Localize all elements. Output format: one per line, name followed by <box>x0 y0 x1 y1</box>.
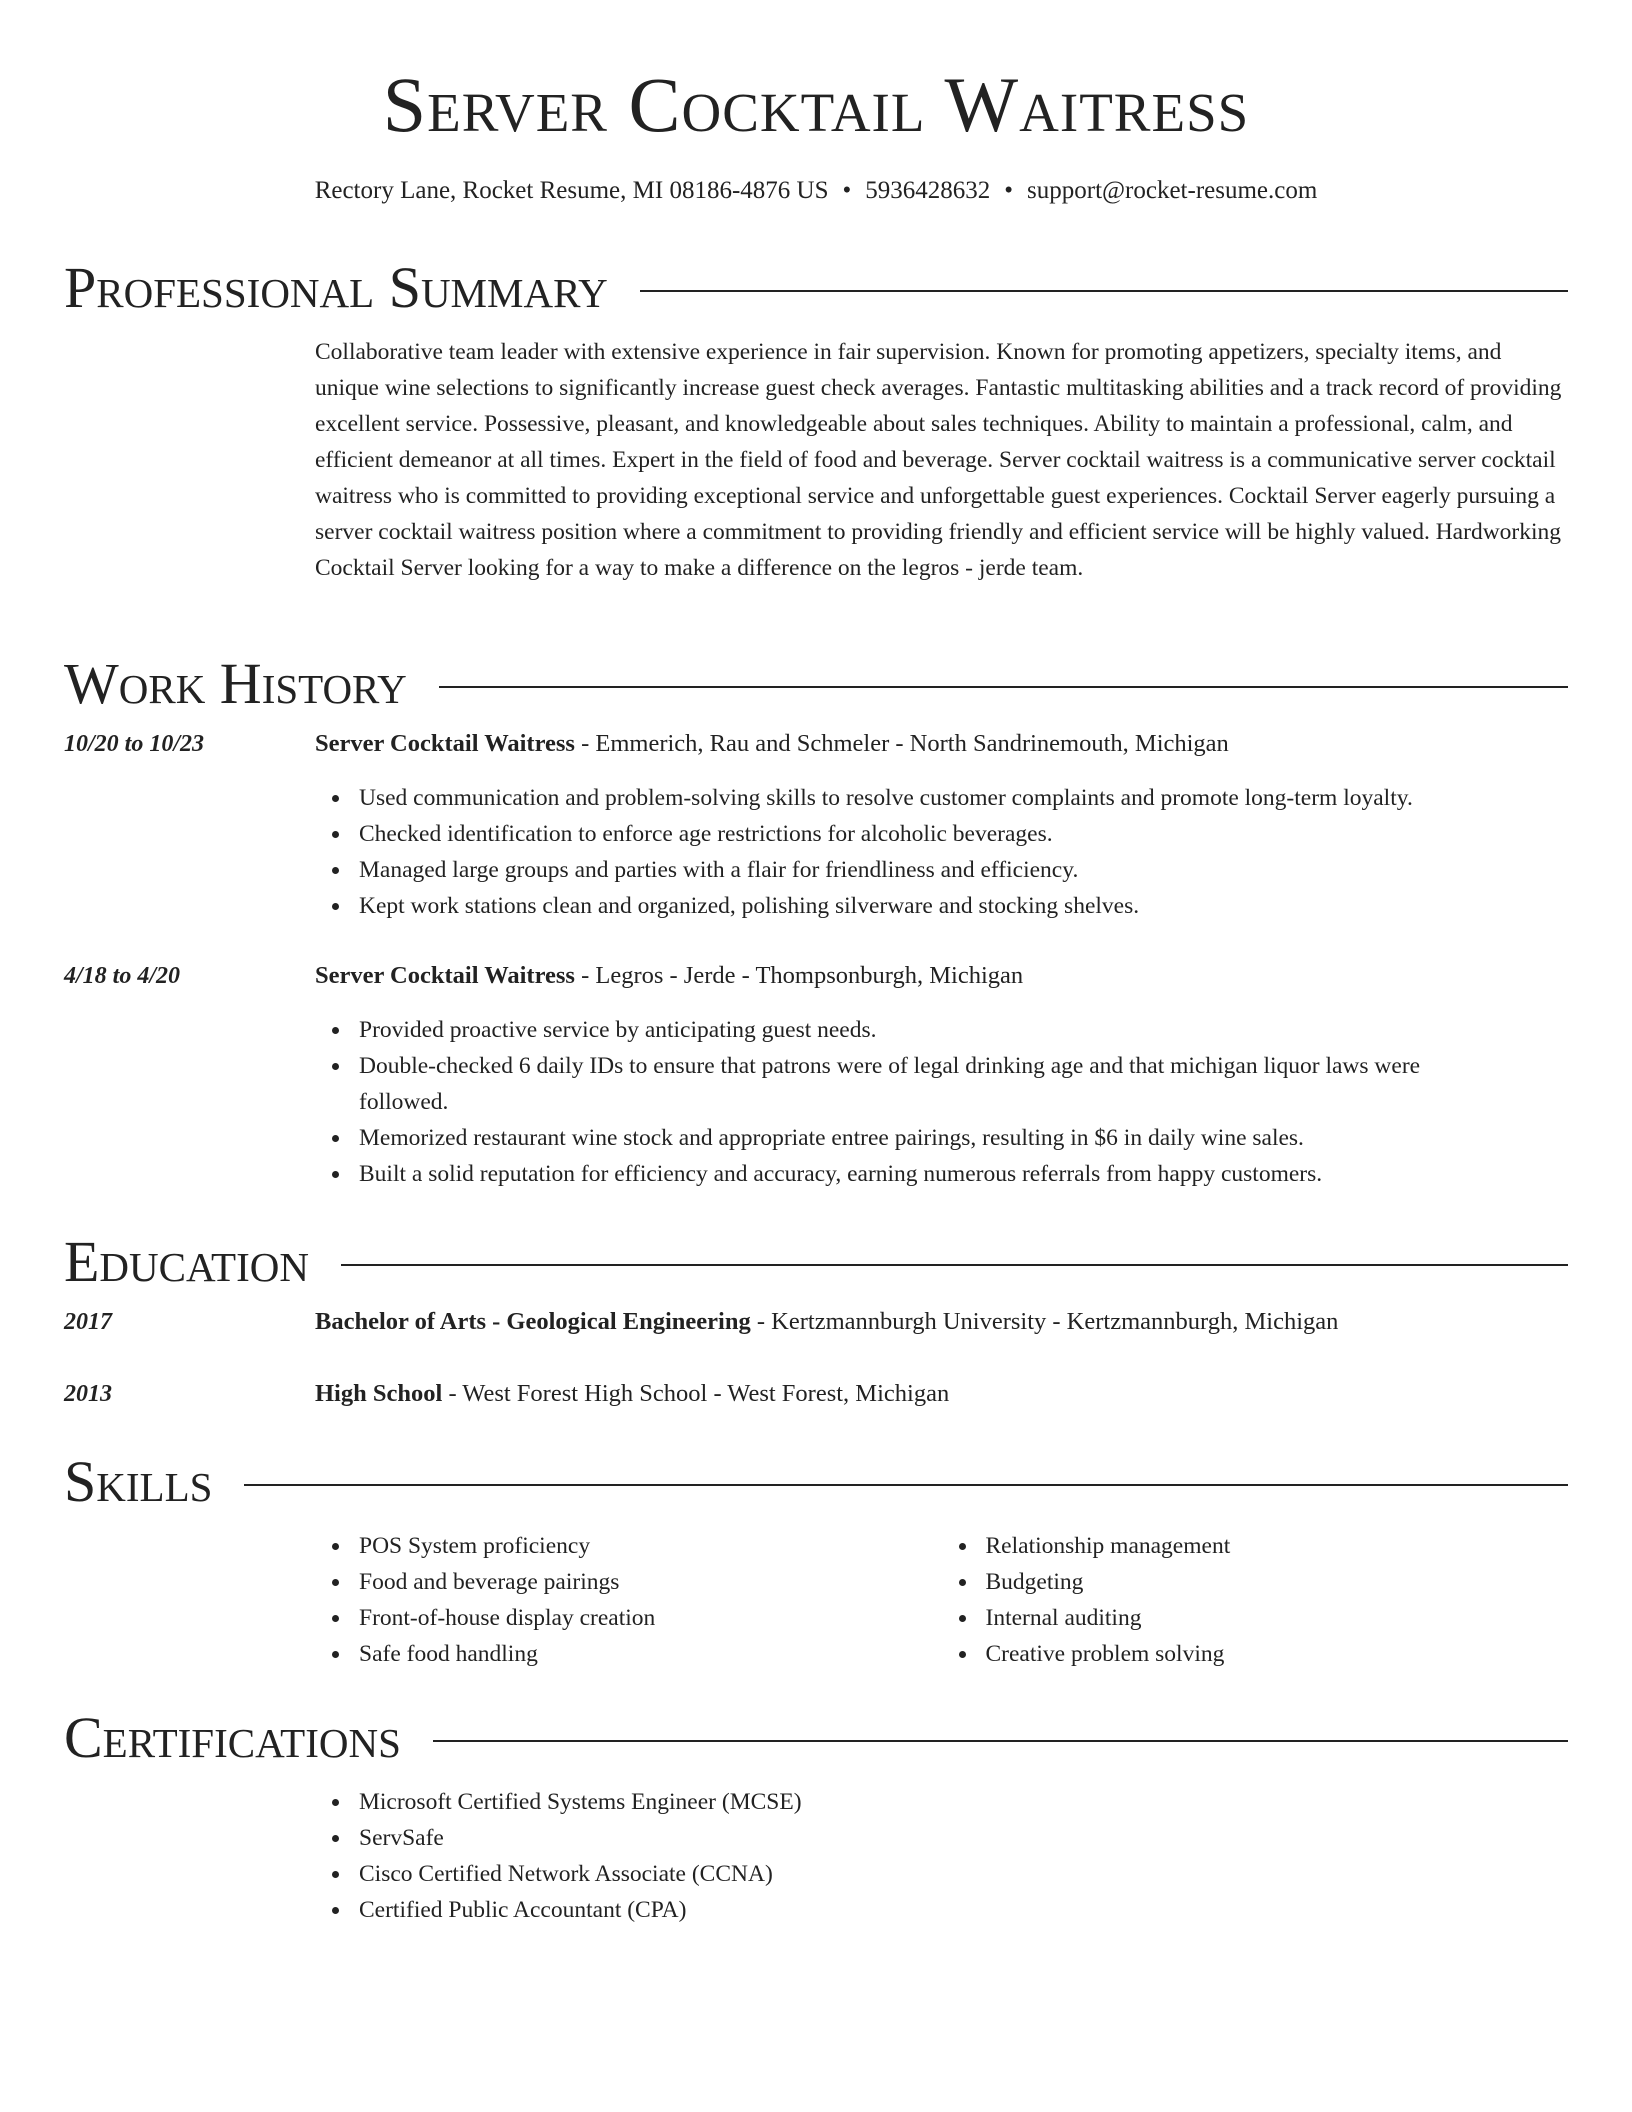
address: Rectory Lane, Rocket Resume, MI 08186-4876 US <box>314 177 829 204</box>
job-header <box>315 958 1568 994</box>
certifications-body <box>315 1784 1568 1928</box>
certifications-section <box>64 1705 1568 1928</box>
school-details: - Kertzmannburgh University - Kertzmannburgh, Michigan <box>750 1308 1339 1335</box>
job-dates: 4/18 to 4/20 <box>64 963 181 989</box>
section-divider <box>433 1740 1568 1742</box>
list-item: Budgeting <box>986 1564 1569 1600</box>
list-item: Relationship management <box>986 1528 1569 1564</box>
list-item: Creative problem solving <box>986 1636 1569 1672</box>
job-details: - Emmerich, Rau and Schmeler - North Sandrinemouth, Michigan <box>574 730 1229 757</box>
certifications-list <box>315 1784 1568 1928</box>
section-header <box>64 255 1568 320</box>
section-divider <box>439 686 1568 688</box>
job-entry <box>64 726 1568 924</box>
job-content <box>315 726 1568 924</box>
list-item: Kept work stations clean and organized, polishing silverware and stocking shelves. <box>359 888 1568 924</box>
job-content <box>315 958 1568 1192</box>
education-content <box>315 1304 1568 1340</box>
list-item: ServSafe <box>359 1820 1568 1856</box>
list-item: Managed large groups and parties with a flair for friendliness and efficiency. <box>359 852 1568 888</box>
skills-columns <box>315 1528 1568 1672</box>
list-item: Memorized restaurant wine stock and appropriate entree pairings, resulting in $6 in daily wine sales. <box>359 1120 1508 1156</box>
summary-section <box>64 255 1568 586</box>
section-divider <box>244 1484 1568 1486</box>
degree: Bachelor of Arts - Geological Engineering <box>315 1308 751 1335</box>
education-entry <box>64 1304 1568 1340</box>
email: support@rocket-resume.com <box>1027 177 1318 204</box>
list-item: Double-checked 6 daily IDs to ensure that patrons were of legal drinking age and that michigan liquor laws were followed. <box>359 1048 1508 1120</box>
separator: • <box>1004 177 1014 204</box>
section-title: Work History <box>64 651 407 716</box>
section-title: Certifications <box>64 1705 401 1770</box>
separator: • <box>842 177 852 204</box>
list-item: Built a solid reputation for efficiency and accuracy, earning numerous referrals from happy customers. <box>359 1156 1508 1192</box>
job-details: - Legros - Jerde - Thompsonburgh, Michigan <box>574 962 1024 989</box>
list-item: Used communication and problem-solving skills to resolve customer complaints and promote long-term loyalty. <box>359 780 1568 816</box>
contact-line <box>0 174 1632 208</box>
list-item: POS System proficiency <box>359 1528 942 1564</box>
list-item: Safe food handling <box>359 1636 942 1672</box>
education-section <box>64 1229 1568 1412</box>
education-year: 2017 <box>64 1309 112 1335</box>
list-item: Certified Public Accountant (CPA) <box>359 1892 1568 1928</box>
skills-section <box>64 1449 1568 1672</box>
degree: High School <box>315 1380 443 1407</box>
skills-list-right <box>942 1528 1569 1672</box>
section-divider <box>640 290 1568 292</box>
list-item: Front-of-house display creation <box>359 1600 942 1636</box>
list-item: Cisco Certified Network Associate (CCNA) <box>359 1856 1568 1892</box>
candidate-name: Server Cocktail Waitress <box>382 61 1250 148</box>
section-header <box>64 651 1568 716</box>
job-entry <box>64 958 1568 1192</box>
job-header <box>315 726 1568 762</box>
section-title: Skills <box>64 1449 213 1514</box>
section-title: Professional Summary <box>64 255 608 320</box>
list-item: Provided proactive service by anticipating guest needs. <box>359 1012 1508 1048</box>
summary-text: Collaborative team leader with extensive experience in fair supervision. Known for promoting appetizers, specialty items, and unique wine selections to significantly increase guest check averages. Fantastic multitasking abilities and a track record of providing excellent service. Possessive, pleasant, and knowledgeable about sales techniques. Ability to maintain a professional, calm, and efficient demeanor at all times. Expert in the field of food and beverage. Server cocktail waitress is a communicative server cocktail waitress who is committed to providing exceptional service and unforgettable guest experiences. Cocktail Server eagerly pursuing a server cocktail waitress position where a commitment to providing friendly and efficient service will be highly valued. Hardworking Cocktail Server looking for a way to make a difference on the legros - jerde team. <box>315 339 1562 581</box>
section-header <box>64 1449 1568 1514</box>
section-header <box>64 1705 1568 1770</box>
list-item: Checked identification to enforce age restrictions for alcoholic beverages. <box>359 816 1568 852</box>
phone: 5936428632 <box>865 177 991 204</box>
list-item: Internal auditing <box>986 1600 1569 1636</box>
job-title: Server Cocktail Waitress <box>315 962 575 989</box>
education-entry <box>64 1376 1568 1412</box>
job-bullets <box>315 1012 1568 1192</box>
section-divider <box>341 1264 1568 1266</box>
school-details: - West Forest High School - West Forest, Michigan <box>442 1380 950 1407</box>
work-history-section <box>64 651 1568 1192</box>
education-year: 2013 <box>64 1381 112 1407</box>
job-title: Server Cocktail Waitress <box>315 730 575 757</box>
job-bullets <box>315 780 1568 924</box>
section-header <box>64 1229 1568 1294</box>
list-item: Food and beverage pairings <box>359 1564 942 1600</box>
job-dates: 10/20 to 10/23 <box>64 731 205 757</box>
section-title: Education <box>64 1229 309 1294</box>
list-item: Microsoft Certified Systems Engineer (MCSE) <box>359 1784 1568 1820</box>
education-content <box>315 1376 1568 1412</box>
skills-list-left <box>315 1528 942 1672</box>
